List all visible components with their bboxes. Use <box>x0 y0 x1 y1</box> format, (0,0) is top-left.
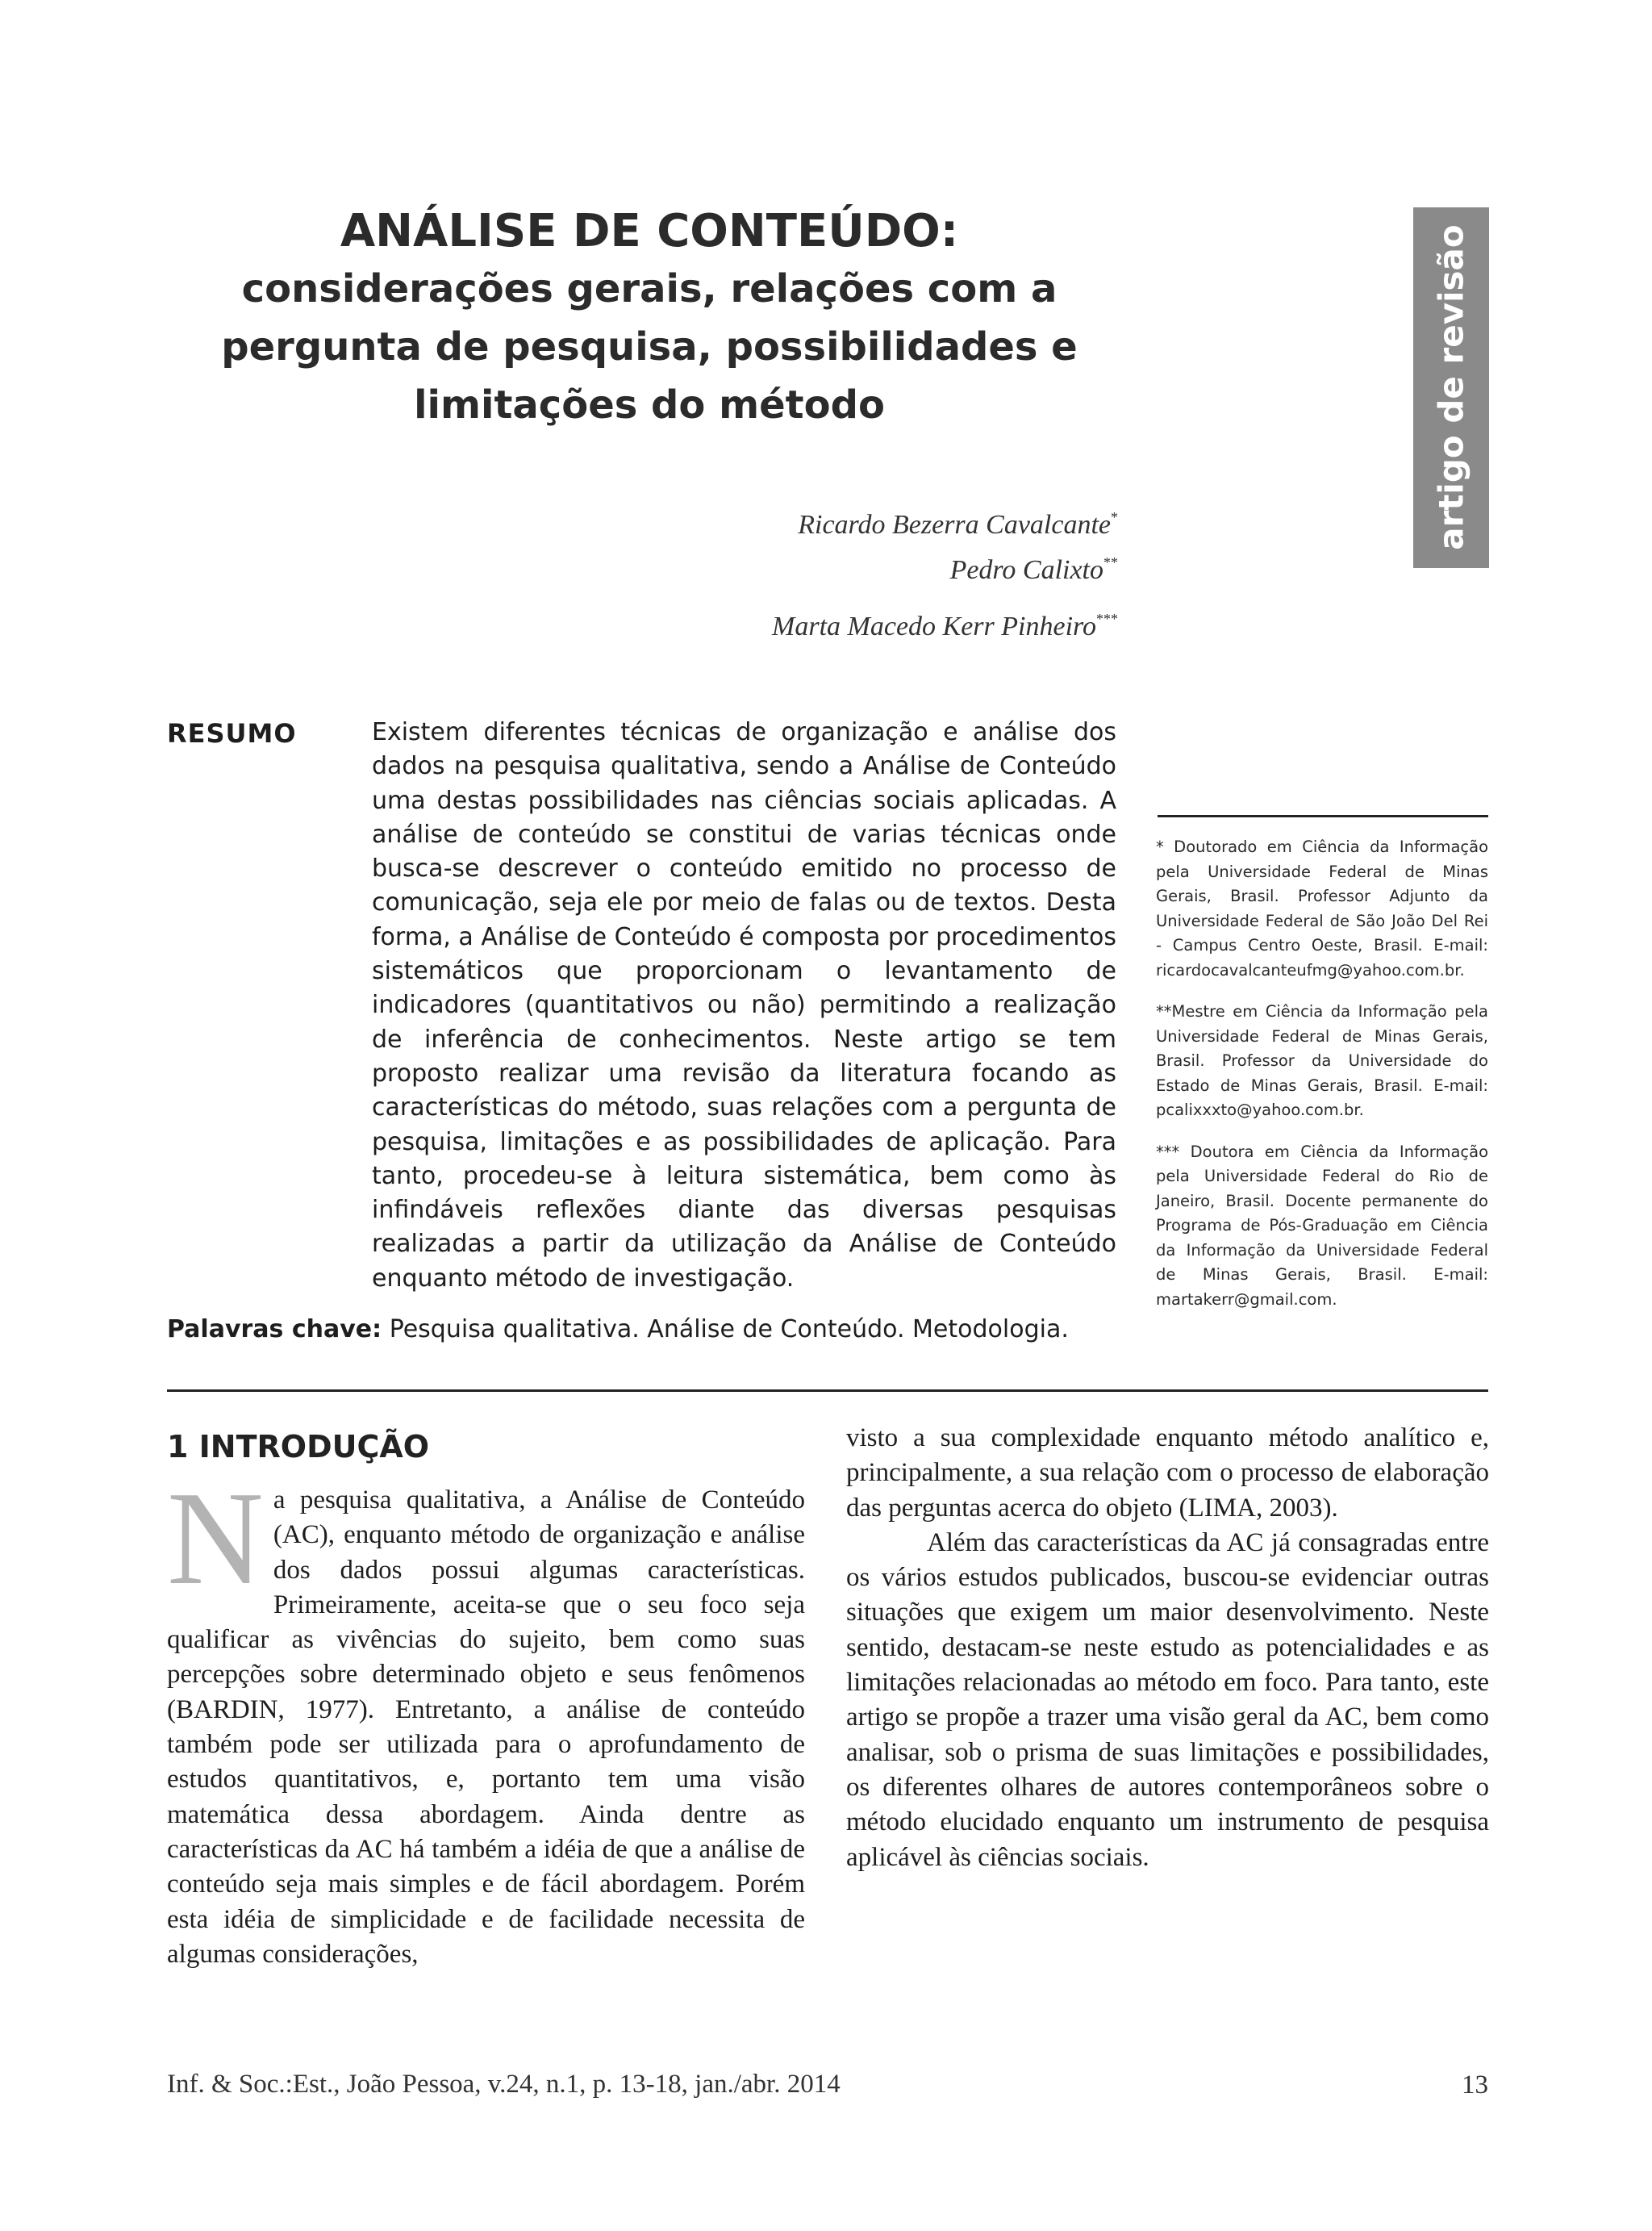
body-paragraph: Além das características da AC já consagradas entre os vários estudos publicados, buscou-se evidenciar outras situações que exigem um maior desenvolvimento. Neste sentido, destacam-se neste estudo as potencialidades e as limitações relacionadas ao método em foco. Para tanto, este artigo se propõe a trazer uma visão geral da AC, bem como analisar, sob o prisma de suas limitações e possibilidades, os diferentes olhares de autores contemporâneos sobre o método elucidado enquanto um instrumento de pesquisa aplicável às ciências sociais. <box>846 1527 1489 1872</box>
title-line: limitações do método <box>414 382 885 428</box>
body-paragraph: visto a sua complexidade enquanto método analítico e, principalmente, a sua relação com o processo de elaboração das perguntas acerca do objeto (LIMA, 2003). <box>846 1423 1489 1523</box>
section-divider <box>167 1389 1488 1392</box>
author-footnote-mark: * <box>1111 509 1118 525</box>
section-tab <box>1413 207 1489 568</box>
author-name: Ricardo Bezerra Cavalcante* <box>798 509 1118 540</box>
keywords <box>167 1315 1069 1343</box>
abstract-text: Existem diferentes técnicas de organização e análise dos dados na pesquisa qualitativa, sendo a Análise de Conteúdo uma destas possibilidades nas ciências sociais aplicadas. A análise de conteúdo se constitui de varias técnicas onde busca-se descrever o conteúdo emitido no processo de comunicação, seja ele por meio de falas ou de textos. Desta forma, a Análise de Conteúdo é composta por procedimentos sistemáticos que proporcionam o levantamento de indicadores (quantitativos ou não) permitindo a realização de inferência de conhecimentos. Neste artigo se tem proposto realizar uma revisão da literatura focando as características do método, suas relações com a pergunta de pesquisa, limitações e as possibilidades de aplicação. Para tanto, procedeu-se à leitura sistemática, bem como às infindáveis reflexões diante das diversas pesquisas realizadas a partir da utilização da Análise de Conteúdo enquanto método de investigação. <box>372 718 1116 1293</box>
footnote: *** Doutora em Ciência da Informação pela Universidade Federal do Rio de Janeiro, Brasil. Docente permanente do Programa de Pós-Graduação em Ciência da Informação da Universidade Federal de Minas Gerais, Brasil. E-mail: martakerr@gmail.com. <box>1156 1142 1488 1309</box>
author-footnote-mark: *** <box>1096 611 1118 627</box>
author-footnote-mark: ** <box>1103 554 1118 570</box>
author-list <box>772 499 1118 645</box>
author-name: Pedro Calixto** <box>949 554 1118 585</box>
drop-cap: N <box>167 1464 264 1612</box>
section-label: artigo de revisão <box>1431 224 1471 550</box>
title-line: pergunta de pesquisa, possibilidades e <box>221 324 1078 370</box>
body-paragraph: Na pesquisa qualitativa, a Análise de Conteúdo (AC), enquanto método de organização e análise dos dados possui algumas características. Primeiramente, aceita-se que o seu foco seja qualificar as vivências do sujeito, bem como suas percepções sobre determinado objeto e seus fenômenos (BARDIN, 1977). Entretanto, a análise de conteúdo também pode ser utilizada para o aprofundamento de estudos quantitativos, e, portanto tem uma visão matemática dessa abordagem. Ainda dentre as características da AC há também a idéia de que a análise de conteúdo seja mais simples e de fácil abordagem. Porém esta idéia de simplicidade e de facilidade necessita de algumas considerações, <box>167 1464 805 1969</box>
title-line: considerações gerais, relações com a <box>241 266 1058 311</box>
footnote: * Doutorado em Ciência da Informação pela Universidade Federal de Minas Gerais, Brasil. Professor Adjunto da Universidade Federal de São João Del Rei - Campus Centro Oeste, Brasil. E-mail: ricardocavalcanteufmg@yahoo.com.br. <box>1156 838 1488 980</box>
author-footnotes <box>1156 835 1488 1329</box>
keywords-text: Pesquisa qualitativa. Análise de Conteúdo. Metodologia. <box>389 1315 1069 1343</box>
title-line: ANÁLISE DE CONTEÚDO: <box>340 205 959 257</box>
keywords-label: Palavras chave: <box>167 1315 382 1343</box>
abstract-label: RESUMO <box>167 718 297 749</box>
footnote-divider <box>1158 815 1488 817</box>
section-heading: 1 INTRODUÇÃO <box>167 1429 430 1464</box>
body-column-left <box>167 1428 805 1972</box>
body-column-right <box>846 1421 1489 1875</box>
page-number: 13 <box>1462 2070 1488 2099</box>
journal-citation: Inf. & Soc.:Est., João Pessoa, v.24, n.1, p. 13-18, jan./abr. 2014 <box>167 2070 841 2099</box>
article-title <box>194 203 1105 434</box>
author-name: Marta Macedo Kerr Pinheiro*** <box>772 611 1118 641</box>
footnote: **Mestre em Ciência da Informação pela Universidade Federal de Minas Gerais, Brasil. Professor da Universidade do Estado de Minas Gerais, Brasil. E-mail: pcalixxxto@yahoo.com.br. <box>1156 1002 1488 1119</box>
